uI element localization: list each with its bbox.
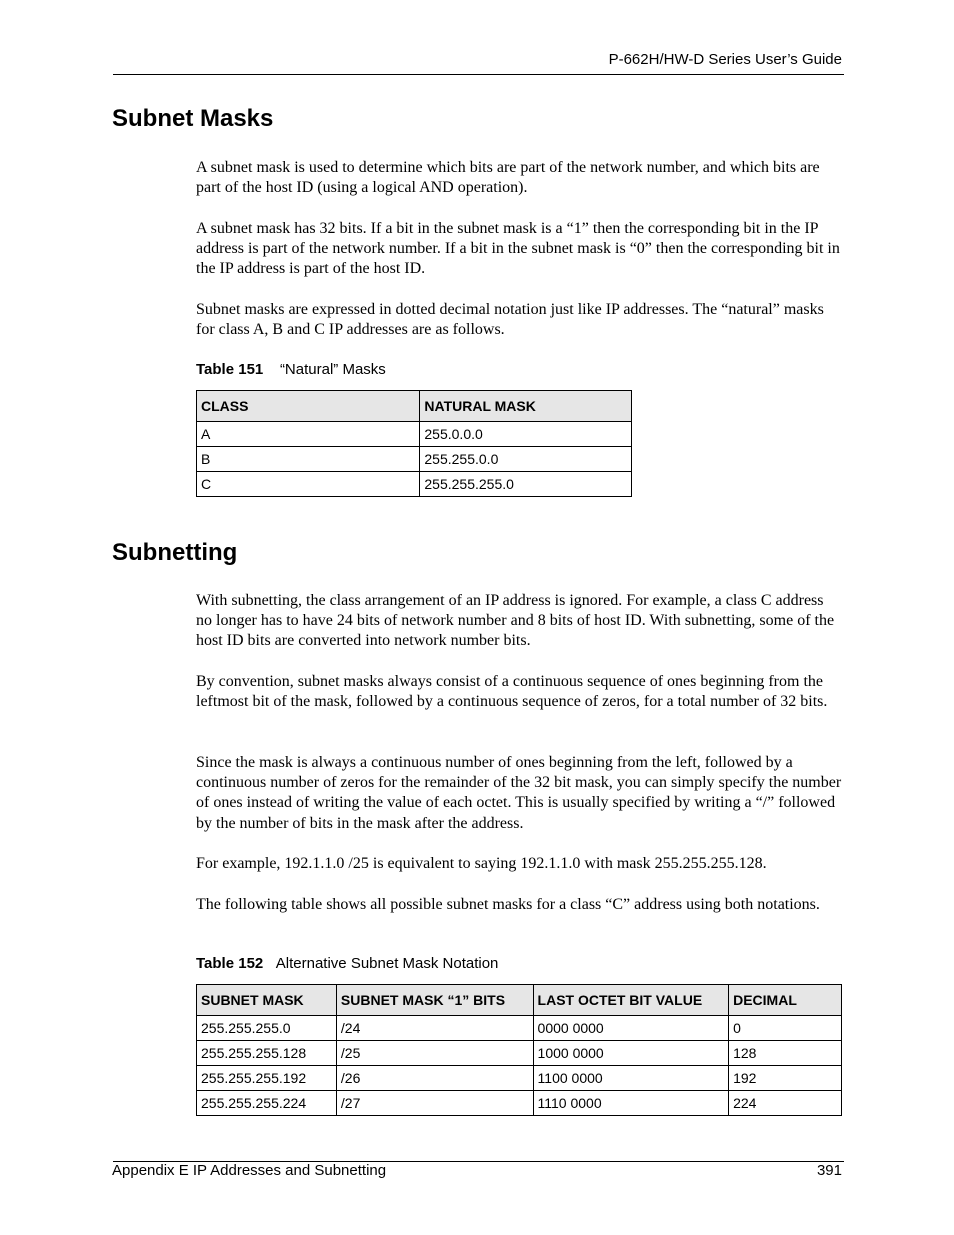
subnet-mask-notation-table [196, 984, 842, 1116]
paragraph: Since the mask is always a continuous number of ones beginning from the left, followed by a continuous number of zeros for the remainder of the 32 bit mask, you can simply specify the number of ones instead of writing the value of each octet. This is usually specified by writing a “/” followed by the number of bits in the mask after the address. [196, 754, 842, 832]
table-header-row [197, 985, 842, 1016]
column-header: LAST OCTET BIT VALUE [533, 985, 729, 1016]
table-cell: /24 [336, 1016, 533, 1041]
table-cell: 255.0.0.0 [420, 422, 632, 447]
column-header: NATURAL MASK [420, 391, 632, 422]
table-title: Alternative Subnet Mask Notation [275, 955, 499, 972]
table-row [197, 1091, 842, 1116]
table-caption [196, 361, 386, 378]
table-cell: 255.255.255.128 [197, 1041, 337, 1066]
table-row [197, 1016, 842, 1041]
table-label: Table 152 [196, 955, 264, 972]
paragraph: A subnet mask has 32 bits. If a bit in the subnet mask is a “1” then the corresponding bit in the IP address is part of the network number. If a bit in the subnet mask is “0” then the corresponding bit in the IP address is part of the host ID. [196, 220, 840, 278]
table-row [197, 1066, 842, 1091]
table-cell: 1110 0000 [533, 1091, 729, 1116]
table-row [197, 447, 632, 472]
paragraph: A subnet mask is used to determine which bits are part of the network number, and which bits are part of the host ID (using a logical AND operation). [196, 159, 820, 197]
table-cell: 224 [729, 1091, 842, 1116]
table-cell: 255.255.0.0 [420, 447, 632, 472]
paragraph: The following table shows all possible subnet masks for a class “C” address using both notations. [196, 896, 820, 913]
table-cell: C [197, 472, 420, 497]
table-row [197, 1041, 842, 1066]
table-cell: /26 [336, 1066, 533, 1091]
table-cell: B [197, 447, 420, 472]
paragraph: By convention, subnet masks always consist of a continuous sequence of ones beginning from the leftmost bit of the mask, followed by a continuous sequence of zeros, for a total number of 32 bits. [196, 673, 828, 711]
column-header: SUBNET MASK “1” BITS [336, 985, 533, 1016]
table-row [197, 472, 632, 497]
running-header: P-662H/HW-D Series User’s Guide [608, 51, 842, 68]
column-header: SUBNET MASK [197, 985, 337, 1016]
paragraph: With subnetting, the class arrangement of an IP address is ignored. For example, a class C address no longer has to have 24 bits of network number and 8 bits of host ID. With subnetting, some of the host ID bits are converted into network number bits. [196, 592, 835, 650]
table-caption [196, 955, 498, 972]
table-cell: 255.255.255.192 [197, 1066, 337, 1091]
paragraph: For example, 192.1.1.0 /25 is equivalent to saying 192.1.1.0 with mask 255.255.255.128. [196, 855, 767, 872]
table-cell: 255.255.255.0 [197, 1016, 337, 1041]
page-number: 391 [816, 1162, 842, 1179]
table-row [197, 422, 632, 447]
section-heading-subnetting: Subnetting [112, 539, 238, 566]
table-cell: 255.255.255.224 [197, 1091, 337, 1116]
table-label: Table 151 [196, 361, 264, 378]
column-header: DECIMAL [729, 985, 842, 1016]
section-heading-subnet-masks: Subnet Masks [112, 105, 274, 132]
natural-masks-table [196, 390, 632, 497]
table-header-row [197, 391, 632, 422]
column-header: CLASS [197, 391, 420, 422]
paragraph: Subnet masks are expressed in dotted decimal notation just like IP addresses. The “natural” masks for class A, B and C IP addresses are as follows. [196, 301, 824, 339]
table-cell: A [197, 422, 420, 447]
table-cell: /27 [336, 1091, 533, 1116]
table-cell: 128 [729, 1041, 842, 1066]
table-cell: /25 [336, 1041, 533, 1066]
table-cell: 192 [729, 1066, 842, 1091]
table-title: “Natural” Masks [279, 361, 386, 378]
table-cell: 0000 0000 [533, 1016, 729, 1041]
running-footer: Appendix E IP Addresses and Subnetting [112, 1162, 387, 1179]
table-cell: 255.255.255.0 [420, 472, 632, 497]
table-cell: 1000 0000 [533, 1041, 729, 1066]
table-cell: 0 [729, 1016, 842, 1041]
header-rule [113, 74, 844, 75]
table-cell: 1100 0000 [533, 1066, 729, 1091]
